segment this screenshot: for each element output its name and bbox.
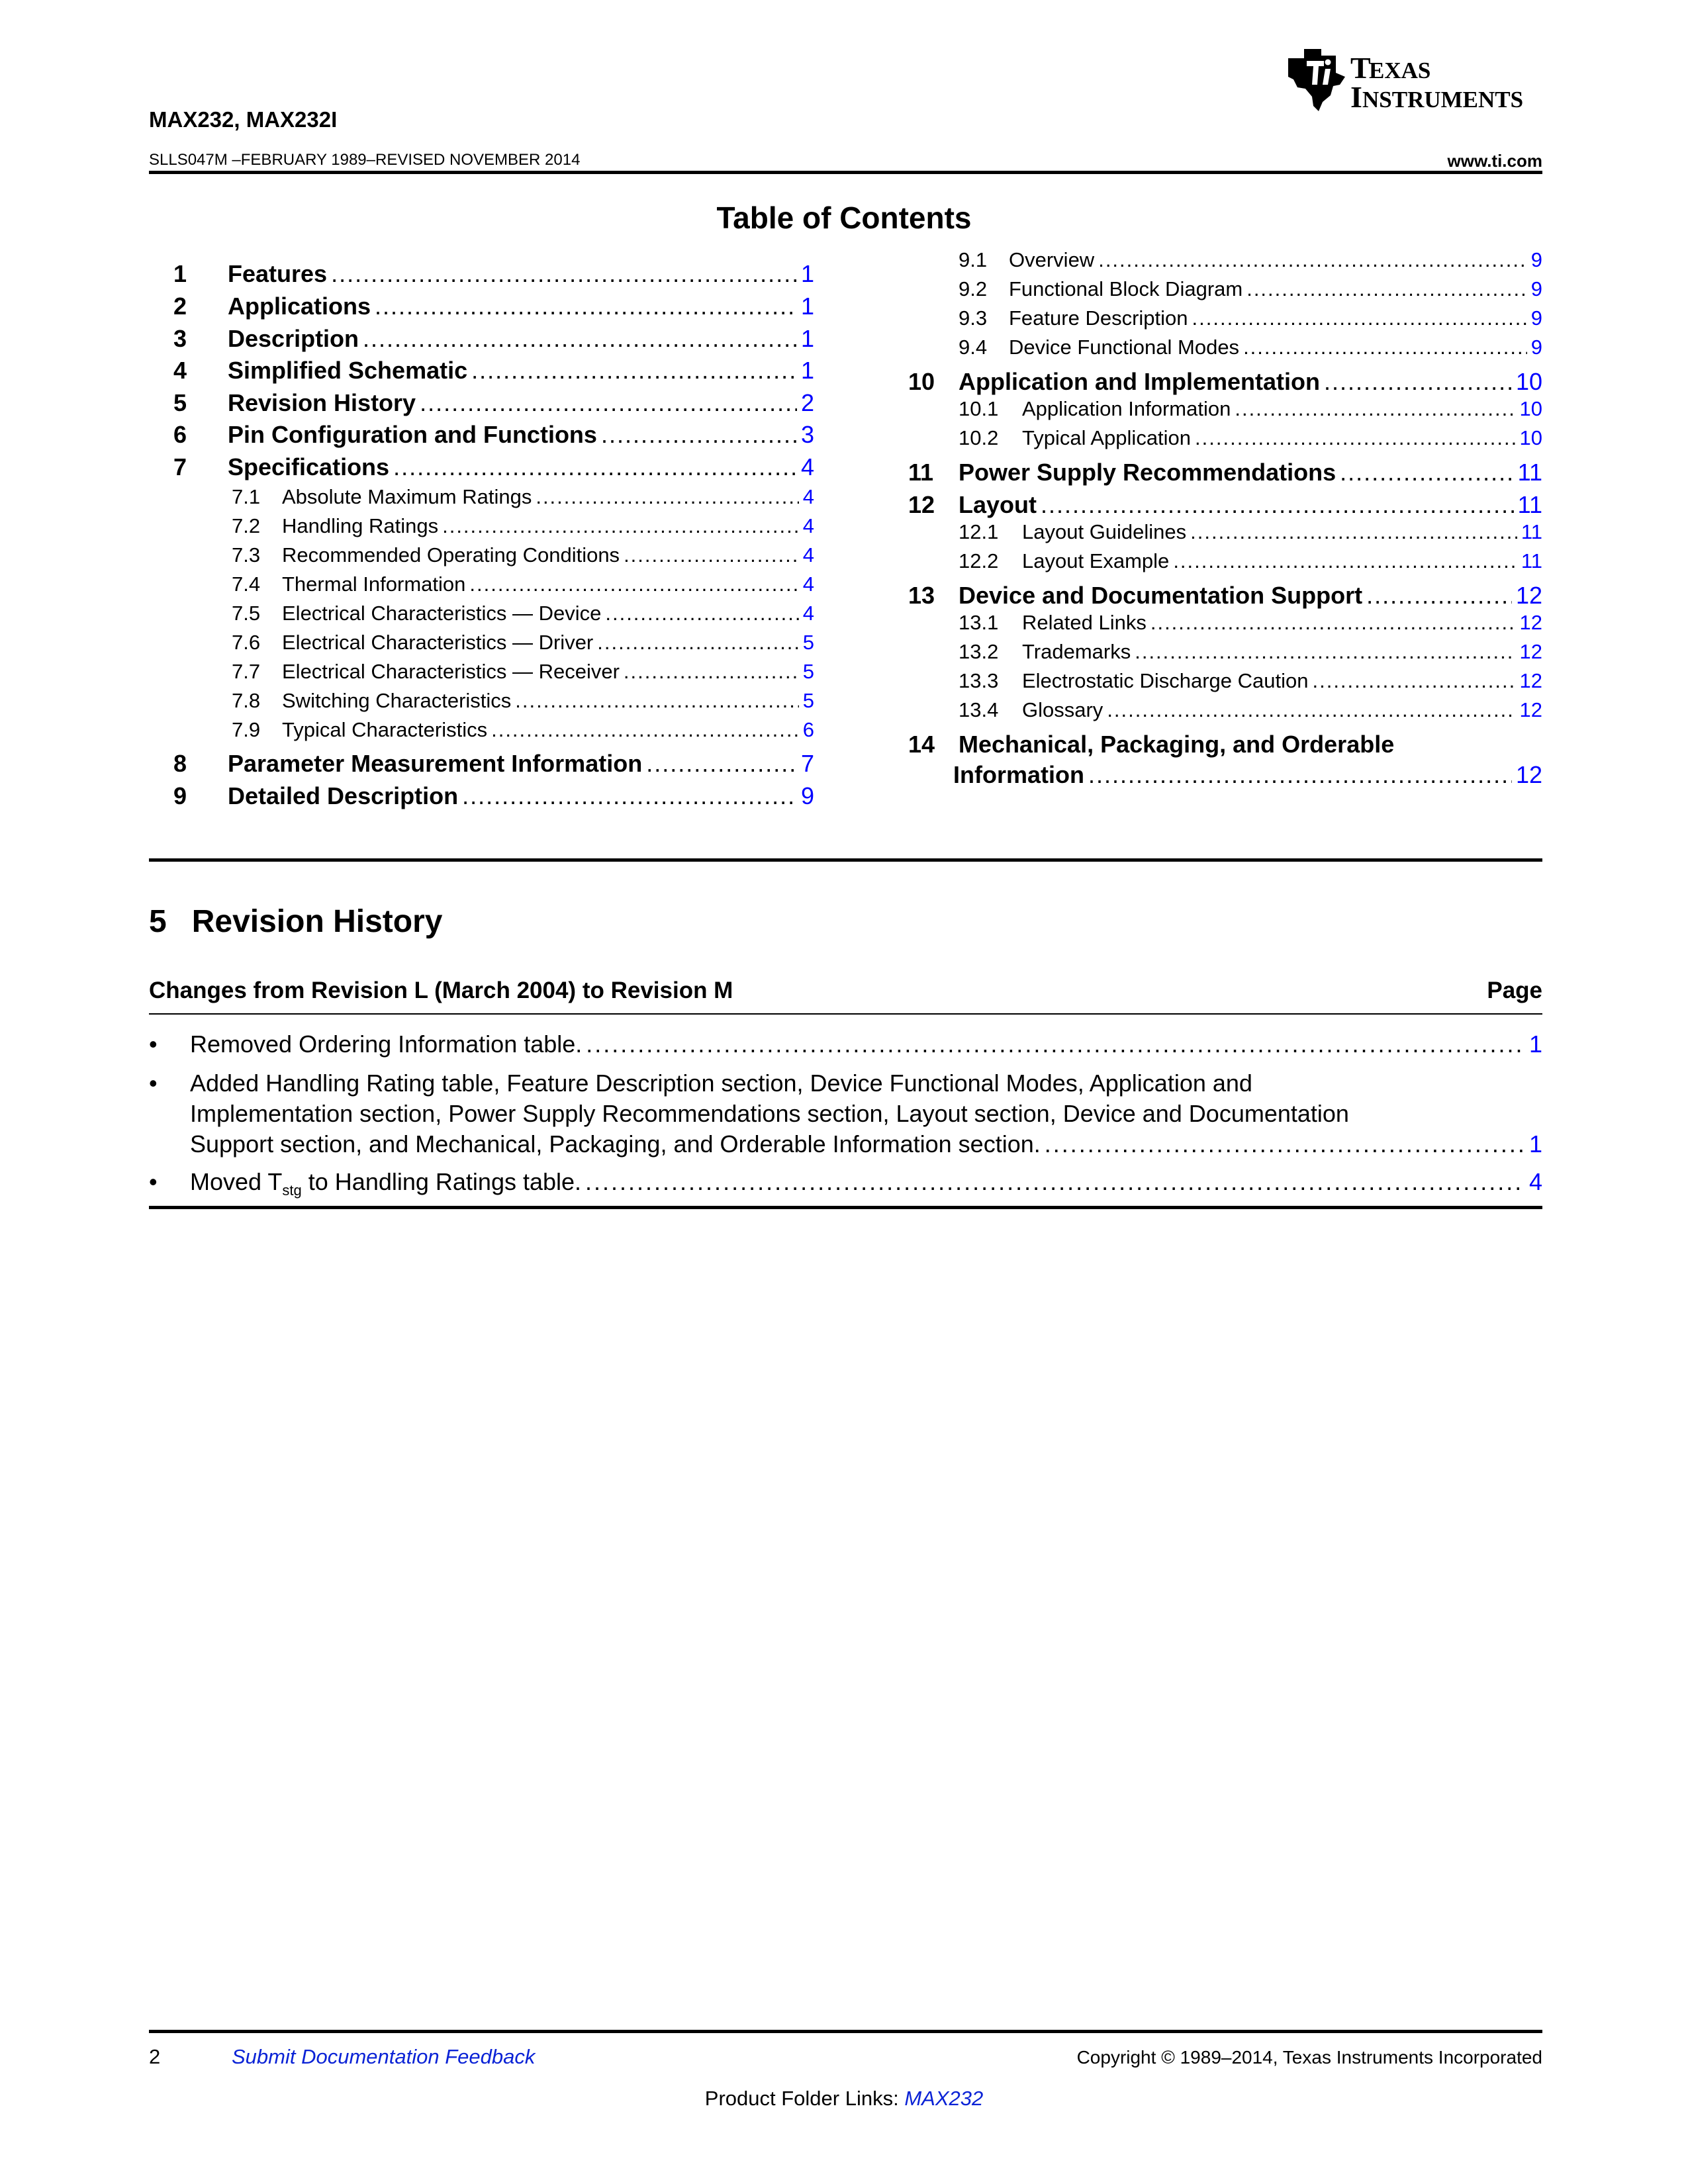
toc-entry-number: 5	[173, 389, 187, 416]
revision-item-text	[190, 1167, 581, 1206]
revision-item-page-link[interactable]: 1	[1528, 1030, 1542, 1058]
toc-entry-number: 2	[173, 293, 187, 320]
changes-heading: Changes from Revision L (March 2004) to Revision M	[149, 978, 733, 1003]
svg-text:I: I	[1350, 80, 1362, 113]
toc-entry-page-link[interactable]: 4	[802, 602, 814, 625]
dot-leader	[442, 514, 799, 538]
dot-leader	[471, 357, 797, 385]
dot-leader	[586, 1029, 1525, 1060]
toc-entry[interactable]	[908, 582, 1542, 610]
toc-entry-page-link[interactable]: 9	[1530, 277, 1542, 300]
toc-entry-page-link[interactable]: 5	[802, 660, 814, 683]
toc-entry-number: 7.5	[232, 602, 261, 625]
toc-entry-label: Trademarks	[1022, 640, 1131, 663]
toc-entry-number: 13.1	[959, 611, 999, 634]
header-rule	[149, 171, 1542, 174]
toc-entry-page-link[interactable]: 1	[800, 325, 814, 352]
dot-leader	[646, 750, 797, 778]
toc-entry-page-link[interactable]: 6	[802, 718, 814, 741]
toc-entry[interactable]	[908, 277, 1542, 301]
toc-entry-label: Pin Configuration and Functions	[228, 421, 597, 448]
toc-entry-page-link[interactable]: 9	[1530, 306, 1542, 330]
toc-entry-number: 13.2	[959, 640, 999, 663]
toc-entry[interactable]	[908, 520, 1542, 544]
dot-leader	[462, 782, 797, 810]
toc-entry-number: 7.9	[232, 718, 261, 741]
toc-entry[interactable]	[908, 698, 1542, 722]
toc-entry[interactable]	[173, 660, 814, 684]
page-column-heading: Page	[1487, 978, 1542, 1003]
product-prefix: Product Folder Links:	[704, 2087, 905, 2110]
dot-leader	[601, 421, 797, 449]
revision-item-page-link[interactable]: 4	[1528, 1168, 1542, 1195]
dot-leader	[1366, 582, 1512, 610]
toc-entry-label: Overview	[1009, 248, 1095, 271]
toc-entry-label: Device Functional Modes	[1009, 336, 1240, 359]
toc-entry-label: Feature Description	[1009, 306, 1188, 330]
ti-state-icon	[1284, 46, 1546, 113]
toc-entry[interactable]	[173, 389, 814, 417]
toc-entry-page-link[interactable]: 1	[800, 260, 814, 287]
toc-entry[interactable]	[908, 611, 1542, 635]
bullet: •	[149, 1168, 158, 1195]
dot-leader	[1150, 611, 1516, 635]
toc-entry-label: Layout Example	[1022, 549, 1170, 572]
dot-leader	[605, 602, 798, 625]
toc-entry[interactable]	[173, 453, 814, 481]
revision-item-text: Removed Ordering Information table.	[190, 1030, 583, 1058]
toc-entry-page-link[interactable]: 10	[1519, 426, 1542, 449]
toc-entry-page-link[interactable]: 4	[802, 572, 814, 596]
toc-entry-number: 9.3	[959, 306, 988, 330]
section-heading	[149, 903, 442, 940]
toc-entry[interactable]	[173, 631, 814, 655]
toc-entry-page-link[interactable]: 5	[802, 631, 814, 654]
dot-leader	[1235, 397, 1515, 421]
dot-leader	[1324, 368, 1512, 396]
toc-entry[interactable]	[173, 572, 814, 596]
dot-leader	[1195, 426, 1515, 450]
toc-entry[interactable]	[908, 336, 1542, 359]
toc-entry[interactable]	[173, 357, 814, 385]
dot-leader	[1243, 336, 1527, 359]
toc-entry-number: 12	[908, 491, 935, 518]
toc-entry-label: Typical Characteristics	[282, 718, 488, 741]
toc-entry-label: Revision History	[228, 389, 416, 416]
website-link[interactable]: www.ti.com	[1447, 151, 1542, 171]
toc-entry-label: Applications	[228, 293, 371, 320]
revision-item-text-line: Implementation section, Power Supply Recommendations section, Layout section, Device and Documentation	[190, 1100, 1349, 1127]
toc-entry-number: 7	[173, 453, 187, 480]
toc-entry-number: 9.1	[959, 248, 988, 271]
toc-entry-number: 13	[908, 582, 935, 609]
toc-title: Table of Contents	[716, 201, 972, 235]
copyright-notice: Copyright © 1989–2014, Texas Instruments Incorporated	[1076, 2047, 1542, 2068]
toc-entry-number: 6	[173, 421, 187, 448]
subscript: stg	[282, 1182, 302, 1199]
toc-entry[interactable]	[173, 325, 814, 353]
revision-item-page-link[interactable]: 1	[1528, 1130, 1542, 1158]
toc-entry-label-continued: Information	[953, 761, 1084, 788]
toc-entry-number: 7.4	[232, 572, 261, 596]
toc-entry-number: 4	[173, 357, 187, 384]
dot-leader	[1340, 459, 1514, 486]
toc-entry-label: Description	[228, 325, 359, 352]
toc-entry-label: Specifications	[228, 453, 390, 480]
toc-entry-label: Thermal Information	[282, 572, 466, 596]
toc-entry-label: Layout Guidelines	[1022, 520, 1187, 543]
toc-entry-number: 7.7	[232, 660, 261, 683]
toc-entry-page-link[interactable]: 4	[802, 543, 814, 567]
toc-entry[interactable]	[173, 782, 814, 810]
dot-leader	[469, 572, 798, 596]
dot-leader	[1190, 520, 1517, 544]
toc-entry-number: 11	[908, 459, 934, 486]
toc-entry[interactable]	[908, 491, 1542, 519]
dot-leader	[1098, 248, 1527, 272]
toc-entry-page-link[interactable]: 3	[800, 421, 814, 448]
toc-entry-line	[908, 731, 1542, 758]
dot-leader	[624, 543, 799, 567]
toc-entry-label: Related Links	[1022, 611, 1147, 634]
toc-entry-label: Electrical Characteristics — Device	[282, 602, 602, 625]
toc-entry-number: 13.4	[959, 698, 999, 721]
dot-leader	[1192, 306, 1527, 330]
section-title: Revision History	[191, 904, 443, 939]
toc-entry[interactable]	[908, 397, 1542, 421]
toc-entry[interactable]	[173, 689, 814, 713]
toc-entry[interactable]	[173, 514, 814, 538]
toc-entry-page-link[interactable]: 9	[800, 782, 814, 809]
toc-entry[interactable]	[173, 750, 814, 778]
toc-entry[interactable]	[908, 426, 1542, 450]
toc-entry-label: Application Information	[1022, 397, 1231, 420]
text-part: Moved T	[190, 1168, 283, 1195]
dot-leader	[331, 260, 797, 288]
toc-entry-number: 7.2	[232, 514, 261, 537]
toc-entry-label: Typical Application	[1022, 426, 1192, 449]
svg-text:NSTRUMENTS: NSTRUMENTS	[1362, 87, 1524, 113]
toc-entry-label: Functional Block Diagram	[1009, 277, 1243, 300]
toc-entry-label: Recommended Operating Conditions	[282, 543, 620, 567]
toc-entry-number: 9	[173, 782, 187, 809]
texas-instruments-logo	[1284, 46, 1546, 113]
toc-entry-page-link[interactable]: 10	[1515, 368, 1542, 395]
svg-text:T: T	[1350, 51, 1371, 85]
toc-entry[interactable]	[908, 731, 1542, 789]
page-number: 2	[149, 2045, 161, 2068]
toc-entry-number: 7.1	[232, 485, 261, 508]
toc-entry-page-link[interactable]: 2	[800, 389, 814, 416]
toc-entry-page-link[interactable]: 9	[1530, 336, 1542, 359]
dot-leader	[515, 689, 798, 713]
revision-item-text-line: Support section, and Mechanical, Packaging, and Orderable Information section.	[190, 1130, 1041, 1158]
dot-leader	[1088, 761, 1512, 789]
toc-entry-number: 14	[908, 731, 935, 758]
toc-entry-number: 10.1	[959, 397, 999, 420]
footer-rule	[149, 2030, 1542, 2033]
feedback-link[interactable]: Submit Documentation Feedback	[232, 2045, 536, 2068]
toc-entry-label: Switching Characteristics	[282, 689, 512, 712]
toc-entry-label: Glossary	[1022, 698, 1103, 721]
toc-entry-label: Application and Implementation	[959, 368, 1321, 395]
dot-leader	[624, 660, 799, 684]
toc-entry-label: Power Supply Recommendations	[959, 459, 1336, 486]
toc-entry-number: 7.6	[232, 631, 261, 654]
document-title: MAX232, MAX232I	[149, 107, 338, 132]
dot-leader	[1173, 549, 1517, 573]
toc-entry-page-link[interactable]: 12	[1515, 761, 1542, 788]
dot-leader	[597, 631, 798, 655]
toc-entry-number: 13.3	[959, 669, 999, 692]
toc-entry[interactable]	[173, 543, 814, 567]
dot-leader	[363, 325, 797, 353]
toc-entry-page-link[interactable]: 12	[1519, 698, 1542, 721]
toc-entry-number: 8	[173, 750, 187, 777]
document-revision-line: SLLS047M –FEBRUARY 1989–REVISED NOVEMBER 2014	[149, 151, 581, 169]
toc-entry-label: Handling Ratings	[282, 514, 439, 537]
dot-leader	[393, 453, 797, 481]
toc-entry-page-link[interactable]: 7	[800, 750, 814, 777]
toc-entry-page-link[interactable]: 12	[1519, 669, 1542, 692]
section-number: 5	[149, 904, 167, 939]
toc-entry-page-link[interactable]: 4	[802, 514, 814, 537]
toc-entry[interactable]	[908, 459, 1542, 486]
toc-entry-page-link[interactable]: 4	[802, 485, 814, 508]
revision-bottom-rule	[149, 1206, 1542, 1209]
toc-entry[interactable]	[908, 306, 1542, 330]
dot-leader	[1041, 491, 1514, 519]
toc-entry-label: Simplified Schematic	[228, 357, 468, 384]
toc-entry-label: Features	[228, 260, 328, 287]
toc-entry-page-link[interactable]: 5	[802, 689, 814, 712]
toc-entry-page-link[interactable]: 12	[1519, 640, 1542, 663]
bullet: •	[149, 1069, 158, 1097]
toc-entry[interactable]	[173, 421, 814, 449]
text-part: to Handling Ratings table.	[301, 1168, 582, 1195]
toc-entry-number: 3	[173, 325, 187, 352]
toc-entry-label: Electrical Characteristics — Receiver	[282, 660, 620, 683]
toc-entry[interactable]	[908, 248, 1542, 272]
svg-text:EXAS: EXAS	[1369, 58, 1431, 83]
toc-entry-label: Device and Documentation Support	[959, 582, 1363, 609]
toc-entry-label: Electrical Characteristics — Driver	[282, 631, 594, 654]
toc-entry-number: 7.3	[232, 543, 261, 567]
dot-leader	[375, 293, 797, 320]
toc-entry-page-link[interactable]: 9	[1530, 248, 1542, 271]
toc-entry-label: Parameter Measurement Information	[228, 750, 643, 777]
dot-leader	[1246, 277, 1527, 301]
toc-entry[interactable]	[908, 549, 1542, 573]
toc-entry-page-link[interactable]: 4	[800, 453, 814, 480]
toc-entry-number: 12.1	[959, 520, 999, 543]
toc-entry[interactable]	[908, 669, 1542, 693]
toc-entry[interactable]	[173, 293, 814, 320]
toc-entry-number: 10.2	[959, 426, 999, 449]
bullet: •	[149, 1030, 158, 1058]
toc-entry[interactable]	[908, 368, 1542, 396]
changes-header-rule	[149, 1013, 1542, 1015]
toc-entry-number: 9.2	[959, 277, 988, 300]
toc-entry-label: Mechanical, Packaging, and Orderable	[959, 731, 1395, 758]
toc-entry-label: Absolute Maximum Ratings	[282, 485, 532, 508]
product-folder-links	[0, 2087, 1688, 2111]
toc-entry[interactable]	[173, 718, 814, 742]
toc-entry-page-link[interactable]: 1	[800, 293, 814, 320]
toc-entry-page-link[interactable]: 1	[800, 357, 814, 384]
product-link[interactable]: MAX232	[904, 2087, 984, 2110]
dot-leader	[1045, 1129, 1525, 1160]
toc-entry-label: Electrostatic Discharge Caution	[1022, 669, 1309, 692]
toc-entry[interactable]	[173, 260, 814, 288]
toc-entry-label: Detailed Description	[228, 782, 459, 809]
toc-entry-page-link[interactable]: 11	[1521, 549, 1542, 572]
toc-entry-number: 12.2	[959, 549, 999, 572]
toc-bottom-rule	[149, 858, 1542, 862]
toc-entry[interactable]	[173, 602, 814, 625]
toc-entry-page-link[interactable]: 11	[1517, 491, 1542, 518]
toc-entry-page-link[interactable]: 12	[1519, 611, 1542, 634]
toc-entry-page-link[interactable]: 11	[1517, 459, 1542, 486]
toc-entry-label: Layout	[959, 491, 1037, 518]
dot-leader	[1107, 698, 1515, 722]
dot-leader	[585, 1167, 1525, 1197]
toc-entry[interactable]	[908, 640, 1542, 664]
toc-entry-page-link[interactable]: 12	[1515, 582, 1542, 609]
toc-entry-number: 10	[908, 368, 935, 395]
dot-leader	[536, 485, 798, 509]
dot-leader	[1312, 669, 1515, 693]
toc-entry-number: 7.8	[232, 689, 261, 712]
toc-entry[interactable]	[173, 485, 814, 509]
toc-entry-number: 1	[173, 260, 187, 287]
dot-leader	[491, 718, 799, 742]
dot-leader	[1135, 640, 1515, 664]
dot-leader	[420, 389, 797, 417]
toc-entry-page-link[interactable]: 10	[1519, 397, 1542, 420]
revision-item-text-line: Added Handling Rating table, Feature Description section, Device Functional Modes, Application and	[190, 1069, 1252, 1097]
toc-entry-line	[908, 761, 1542, 789]
toc-entry-number: 9.4	[959, 336, 988, 359]
toc-entry-page-link[interactable]: 11	[1521, 520, 1542, 543]
